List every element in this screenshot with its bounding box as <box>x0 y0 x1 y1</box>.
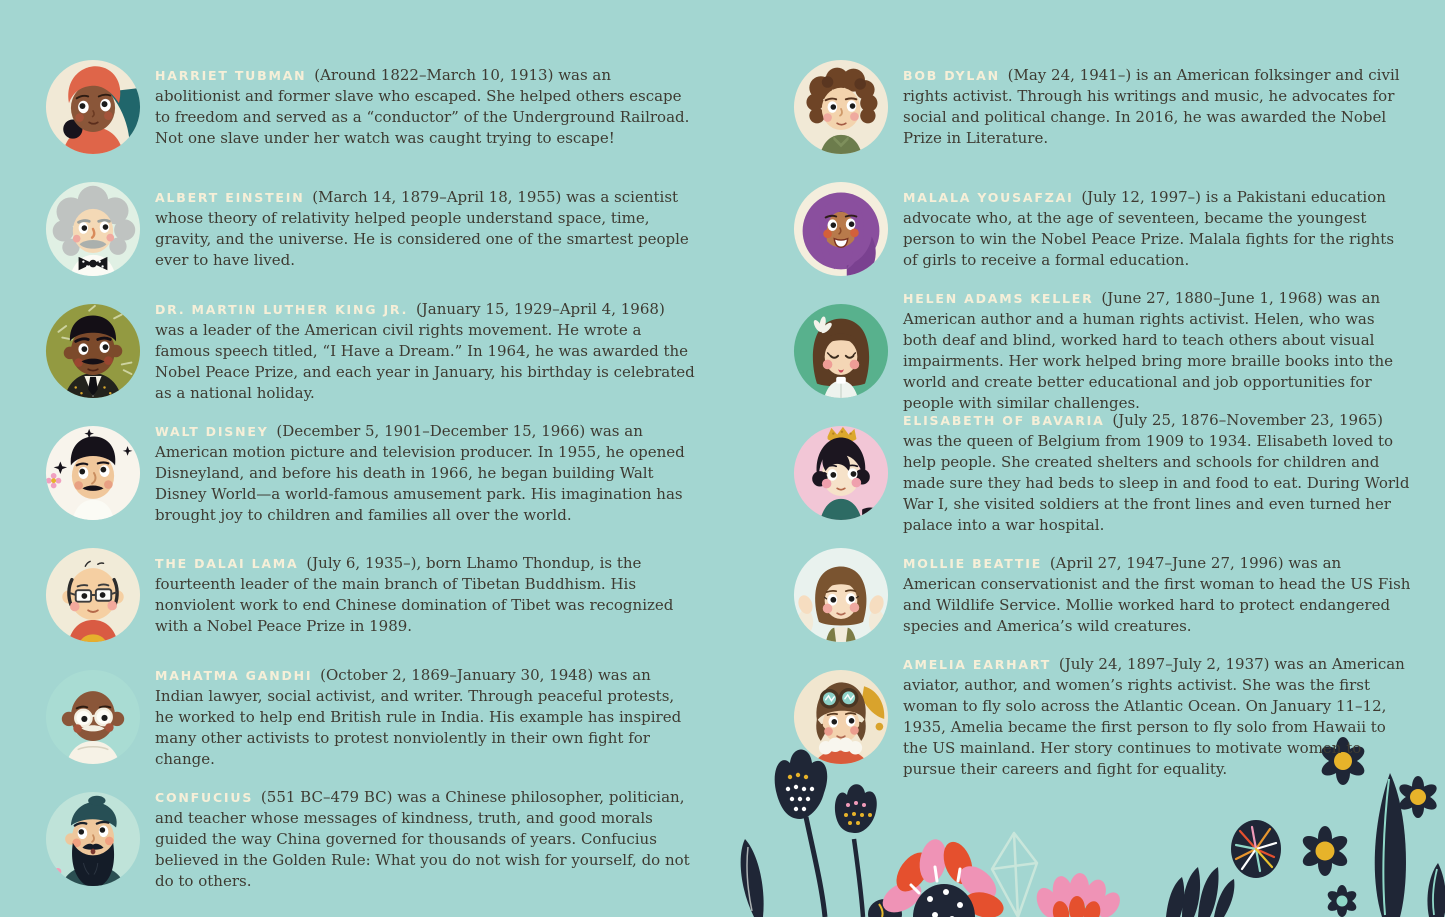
confucius-portrait <box>45 791 141 887</box>
person-bio-text: (July 12, 1997–) is a Pakistani education advocate who, at the age of seventeen, became the youngest person to win the Nobel Peace Prize. Malala fights for the rights of girls to receive a formal education. <box>903 188 1395 269</box>
person-bio <box>155 299 695 404</box>
albert-einstein-portrait <box>45 181 141 277</box>
entry-martin-luther-king-jr <box>45 290 695 412</box>
person-bio <box>903 553 1411 637</box>
person-bio-text: (July 6, 1935–), born Lhamo Thondup, is the fourteenth leader of the main branch of Tibetan Buddhism. His nonviolent work to end Chinese domination of Tibet was recognized with a Nobel Peace Prize in 1989. <box>155 554 674 635</box>
person-name: DR. MARTIN LUTHER KING JR. <box>155 301 409 317</box>
dalai-lama-portrait <box>45 547 141 643</box>
person-bio <box>903 288 1411 414</box>
walt-disney-portrait <box>45 425 141 521</box>
person-bio <box>155 187 695 271</box>
person-bio-text: (June 27, 1880–June 1, 1968) was an American author and a human rights activist. Helen, who was both deaf and blind, worked hard to teach others about visual impairments. Her work helped bring more braille books into the world and create better educational and job opportunities for people with similar challenges. <box>903 289 1394 412</box>
person-name: HELEN ADAMS KELLER <box>903 291 1094 306</box>
person-bio-text: (551 BC–479 BC) was a Chinese philosopher, politician, and teacher whose messages of kindness, truth, and good morals guided the way China governed for thousands of years. Confucius believed in the Golden Rule: What you do not wish for yourself, do not do to others. <box>155 787 690 890</box>
column-left <box>45 46 695 900</box>
martin-luther-king-jr-portrait <box>45 303 141 399</box>
entry-helen-keller <box>793 290 1411 412</box>
entry-amelia-earhart <box>793 656 1411 778</box>
person-bio <box>155 553 695 637</box>
harriet-tubman-portrait <box>45 59 141 155</box>
person-bio <box>155 787 695 892</box>
person-bio-text: (July 24, 1897–July 2, 1937) was an American aviator, author, and women’s rights activist. She was the first woman to fly solo across the Atlantic Ocean. On January 11–12, 1935, Amelia became the first person to fly solo from Hawaii to the US mainland. Her story continues to motivate women to pursue their careers and fight for equality. <box>903 655 1405 778</box>
bob-dylan-portrait <box>793 59 889 155</box>
mollie-beattie-portrait <box>793 547 889 643</box>
entry-dalai-lama <box>45 534 695 656</box>
person-bio-text: (May 24, 1941–) is an American folksinger and civil rights activist. Through his writings and music, he advocates for social and political change. In 2016, he was awarded the Nobel Prize in Literature. <box>903 66 1400 147</box>
person-name: ALBERT EINSTEIN <box>155 190 305 205</box>
amelia-earhart-portrait <box>793 669 889 765</box>
person-bio <box>155 65 695 149</box>
person-name: MOLLIE BEATTIE <box>903 556 1043 571</box>
entry-albert-einstein <box>45 168 695 290</box>
helen-keller-portrait <box>793 303 889 399</box>
person-bio-text: (Around 1822–March 10, 1913) was an abolitionist and former slave who escaped. She helped others escape to freedom and served as a “conductor” of the Underground Railroad. Not one slave under her watch was caught trying to escape! <box>155 66 690 147</box>
entry-mahatma-gandhi <box>45 656 695 778</box>
person-bio-text: (July 25, 1876–November 23, 1965) was the queen of Belgium from 1909 to 1934. Elisabeth loved to help people. She created shelters and schools for children and made sure they had beds to sleep in and food to eat. During World War I, she visited soldiers at the front lines and even turned her palace into a war hospital. <box>903 411 1410 534</box>
person-name: BOB DYLAN <box>903 68 1000 83</box>
person-bio <box>903 65 1411 149</box>
person-bio <box>155 421 695 526</box>
person-name: MAHATMA GANDHI <box>155 667 313 683</box>
mahatma-gandhi-portrait <box>45 669 141 765</box>
person-name: CONFUCIUS <box>155 789 254 805</box>
person-bio <box>903 410 1411 536</box>
person-name: THE DALAI LAMA <box>155 556 299 571</box>
person-name: HARRIET TUBMAN <box>155 68 307 83</box>
entry-malala-yousafzai <box>793 168 1411 290</box>
entry-elisabeth-of-bavaria <box>793 412 1411 534</box>
elisabeth-of-bavaria-portrait <box>793 425 889 521</box>
column-right <box>793 46 1411 778</box>
entry-bob-dylan <box>793 46 1411 168</box>
person-bio-text: (January 15, 1929–April 4, 1968) was a leader of the American civil rights movement. He wrote a famous speech titled, “I Have a Dream.” In 1964, he was awarded the Nobel Peace Prize, and each year in January, his birthday is celebrated as a national holiday. <box>155 299 695 402</box>
entry-confucius <box>45 778 695 900</box>
person-bio-text: (October 2, 1869–January 30, 1948) was an Indian lawyer, social activist, and writer. Through peaceful protests, he worked to help end British rule in India. His example has inspired many other activists to protest nonviolently in their own fight for change. <box>155 665 682 768</box>
person-name: ELISABETH OF BAVARIA <box>903 413 1105 428</box>
person-bio <box>155 665 695 770</box>
entry-walt-disney <box>45 412 695 534</box>
entry-mollie-beattie <box>793 534 1411 656</box>
person-name: WALT DISNEY <box>155 423 269 439</box>
malala-yousafzai-portrait <box>793 181 889 277</box>
person-name: AMELIA EARHART <box>903 657 1052 672</box>
person-name: MALALA YOUSAFZAI <box>903 190 1074 205</box>
person-bio-text: (April 27, 1947–June 27, 1996) was an American conservationist and the first woman to head the US Fish and Wildlife Service. Mollie worked hard to protect endangered species and America’s wild creatures. <box>903 554 1411 635</box>
person-bio <box>903 187 1411 271</box>
person-bio-text: (December 5, 1901–December 15, 1966) was an American motion picture and television producer. In 1955, he opened Disneyland, and before his death in 1966, he began building Walt Disney World—a world-famous amusement park. His imagination has brought joy to children and families all over the world. <box>155 421 685 524</box>
person-bio-text: (March 14, 1879–April 18, 1955) was a scientist whose theory of relativity helped people understand space, time, gravity, and the universe. He is considered one of the smartest people ever to have lived. <box>155 188 689 269</box>
entry-harriet-tubman <box>45 46 695 168</box>
person-bio <box>903 654 1411 780</box>
